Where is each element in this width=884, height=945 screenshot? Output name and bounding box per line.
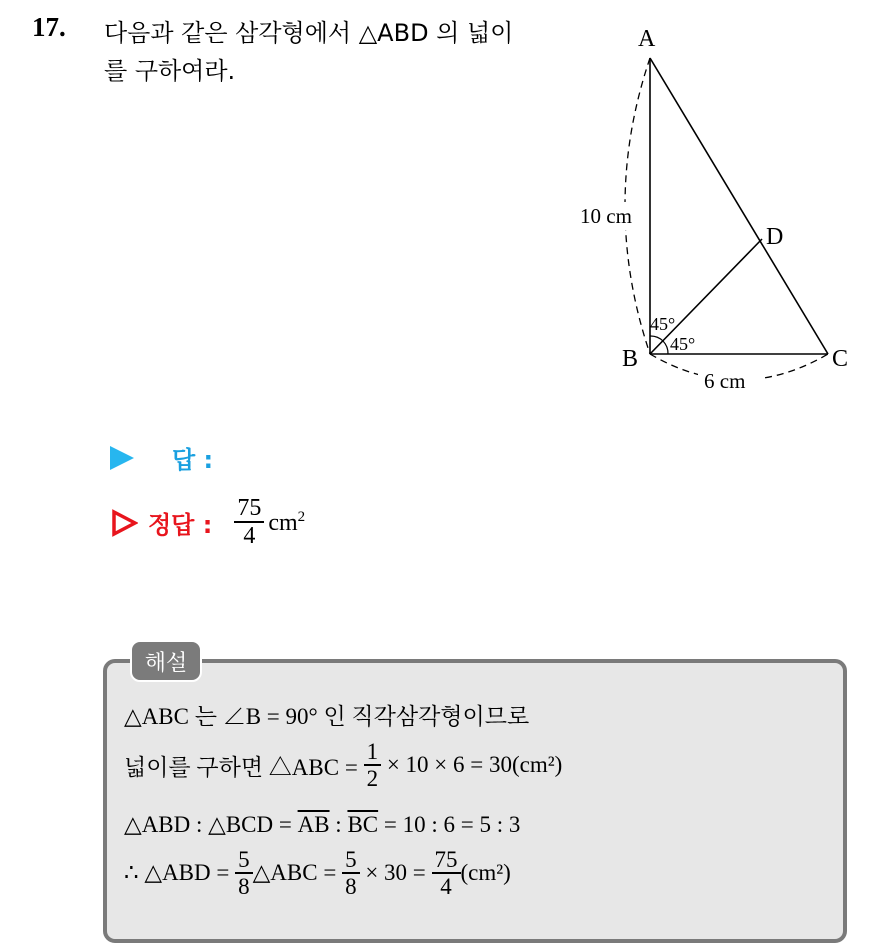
solution-line-1: △ABC 는 ∠B = 90° 인 직각삼각형이므로 — [124, 704, 530, 729]
label-d: D — [766, 224, 784, 250]
solution-tag: 해설 — [130, 640, 202, 682]
solution-line-4: ∴ △ABD = $\frac{5}{8}$ △ABC = $\frac{5}{8}$ × 30 = $\frac{75}{4}$ (cm²) — [124, 847, 511, 899]
segment-ab-overline: $\overline{AB}$ — [297, 812, 330, 837]
label-side-ab: 10 cm — [580, 204, 632, 228]
problem-text — [104, 14, 564, 90]
problem-text-line2: 를 구하여라. — [104, 57, 236, 85]
angle-arc-upper — [650, 336, 663, 341]
label-c: C — [832, 346, 849, 372]
fraction-numerator: 75 — [237, 495, 262, 521]
label-angle-lower: 45° — [670, 334, 696, 354]
solution-line-2: 넓이를 구하면 △ABC = $\frac{1}{2}$ × 10 × 6 = 30(cm²) — [124, 739, 563, 791]
answer-label: 답 : — [172, 446, 214, 474]
angle-arc-lower — [663, 341, 668, 354]
segment-bc-overline: $\overline{BC}$ — [347, 812, 379, 837]
fraction-half: $\frac{1}{2}$ — [364, 740, 382, 791]
correct-answer-unit: $cm^2$ — [268, 508, 306, 536]
label-angle-upper: 45° — [650, 314, 676, 334]
fraction-seventy-five-quarters: $\frac{75}{4}$ — [432, 848, 461, 899]
side-ac — [650, 58, 828, 354]
segment-bd — [650, 239, 762, 354]
problem-number: 17. — [32, 12, 66, 42]
label-side-bc: 6 cm — [704, 369, 746, 393]
label-a: A — [638, 26, 656, 52]
label-b: B — [622, 346, 639, 372]
correct-answer-row — [110, 496, 305, 549]
fraction-denominator: 4 — [243, 522, 256, 549]
problem-text-line1: 다음과 같은 삼각형에서 △ABD 의 넓이 — [104, 19, 514, 47]
play-triangle-icon — [110, 446, 134, 470]
fraction-five-eighths-2: $\frac{5}{8}$ — [342, 848, 360, 899]
correct-answer-fraction — [234, 496, 264, 549]
answer-row — [110, 440, 213, 475]
triangle-figure — [570, 20, 870, 400]
correct-answer-label: 정답 : — [148, 511, 213, 540]
fraction-five-eighths-1: $\frac{5}{8}$ — [235, 848, 253, 899]
outline-triangle-icon — [110, 509, 138, 537]
solution-line-3: △ABD : △BCD = $\overline{AB}$ : $\overline{BC}$ = 10 : 6 = 5 : 3 — [124, 812, 521, 837]
